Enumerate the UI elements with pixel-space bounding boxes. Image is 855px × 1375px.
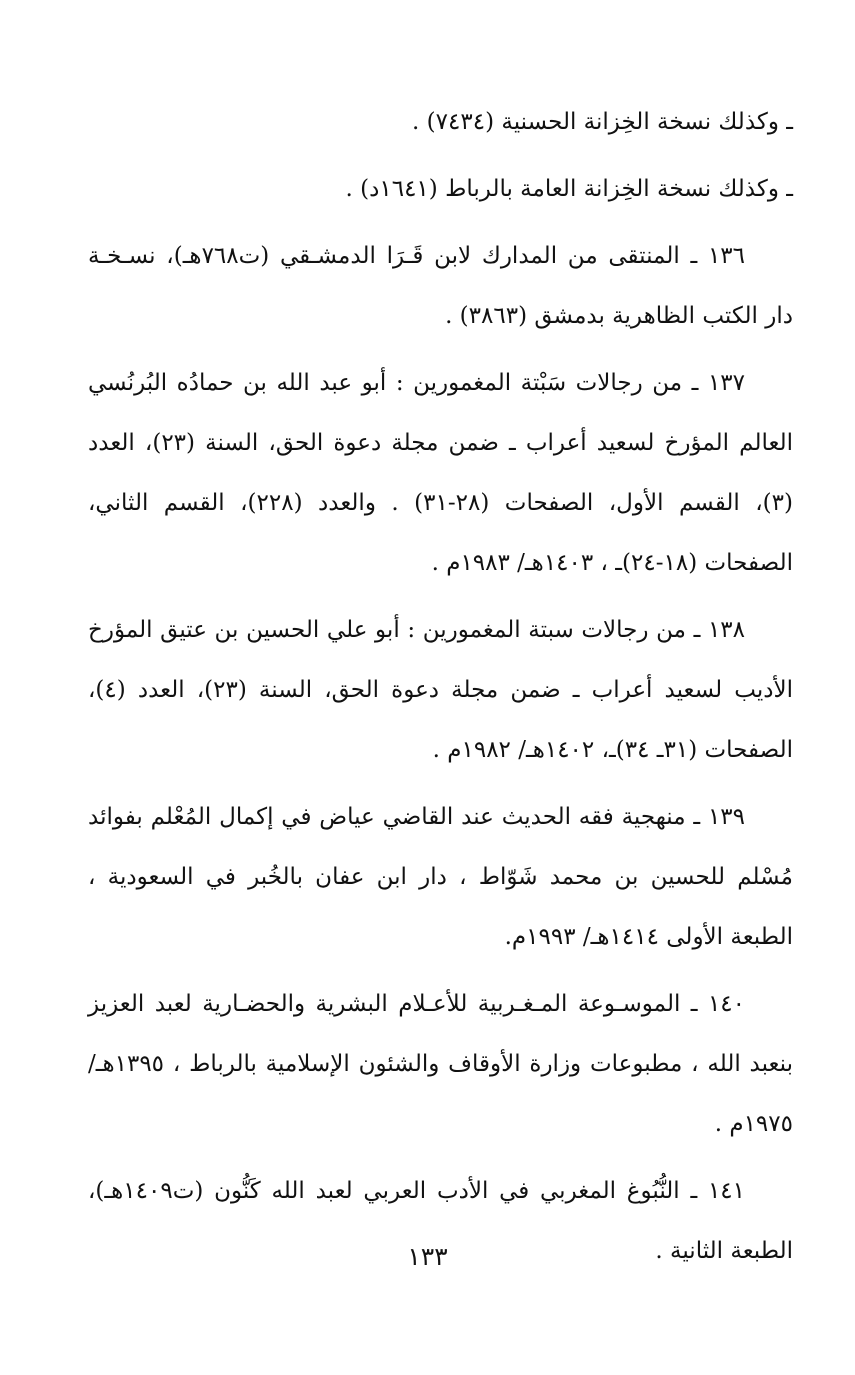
entry-138: ١٣٨ ـ من رجالات سبتة المغمورين : أبو علي الحسين بن عتيق المؤرخ الأديب لسعيد أعراب ـ ضمن مجلة دعوة الحق، السنة (٢٣)، العدد (٤)، الصفحات (٣١ـ ٣٤)ـ، ١٤٠٢هـ/ ١٩٨٢م . — [88, 617, 793, 763]
entry-140: ١٤٠ ـ الموسـوعة المـغـربية للأعـلام البشرية والحضـارية لعبد العزيز بنعبد الله ، مطبوعات وزارة الأوقاف والشئون الإسلامية بالرباط ، ١٣٩٥هـ/ ١٩٧٥م . — [88, 991, 793, 1137]
page-number: ١٣٣ — [407, 1242, 448, 1271]
entry-137: ١٣٧ ـ من رجالات سَبْتة المغمورين : أبو عبد الله بن حمادُه البُرنُسي العالم المؤرخ لسعيد أعراب ـ ضمن مجلة دعوة الحق، السنة (٢٣)، العدد (٣)، القسم الأول، الصفحات (٢٨-٣١) . والعدد (٢٢٨)، القسم الثاني، الصفحات (١٨-٢٤)ـ ، ١٤٠٣هـ/ ١٩٨٣م . — [88, 370, 793, 576]
entry-136: ١٣٦ ـ المنتقى من المدارك لابن قَـرَا الدمشـقي (ت٧٦٨هـ)، نسـخـة دار الكتب الظاهرية بدمشق (٣٨٦٣) . — [88, 243, 793, 329]
entry-copy-rabat: ـ وكذلك نسخة الخِزانة العامة بالرباط (١٦٤١د) . — [345, 176, 793, 202]
bibliography-list — [88, 92, 793, 1288]
entry-copy-hassania: ـ وكذلك نسخة الخِزانة الحسنية (٧٤٣٤) . — [412, 109, 793, 135]
entry-141: ١٤١ ـ النُّبُوغ المغربي في الأدب العربي لعبد الله كَنُّون (ت١٤٠٩هـ)، الطبعة الثانية . — [88, 1178, 793, 1264]
entry-139: ١٣٩ ـ منهجية فقه الحديث عند القاضي عياض في إكمال المُعْلم بفوائد مُسْلم للحسين بن محمد شَوّاط ، دار ابن عفان بالخُبر في السعودية ، الطبعة الأولى ١٤١٤هـ/ ١٩٩٣م. — [88, 804, 793, 950]
